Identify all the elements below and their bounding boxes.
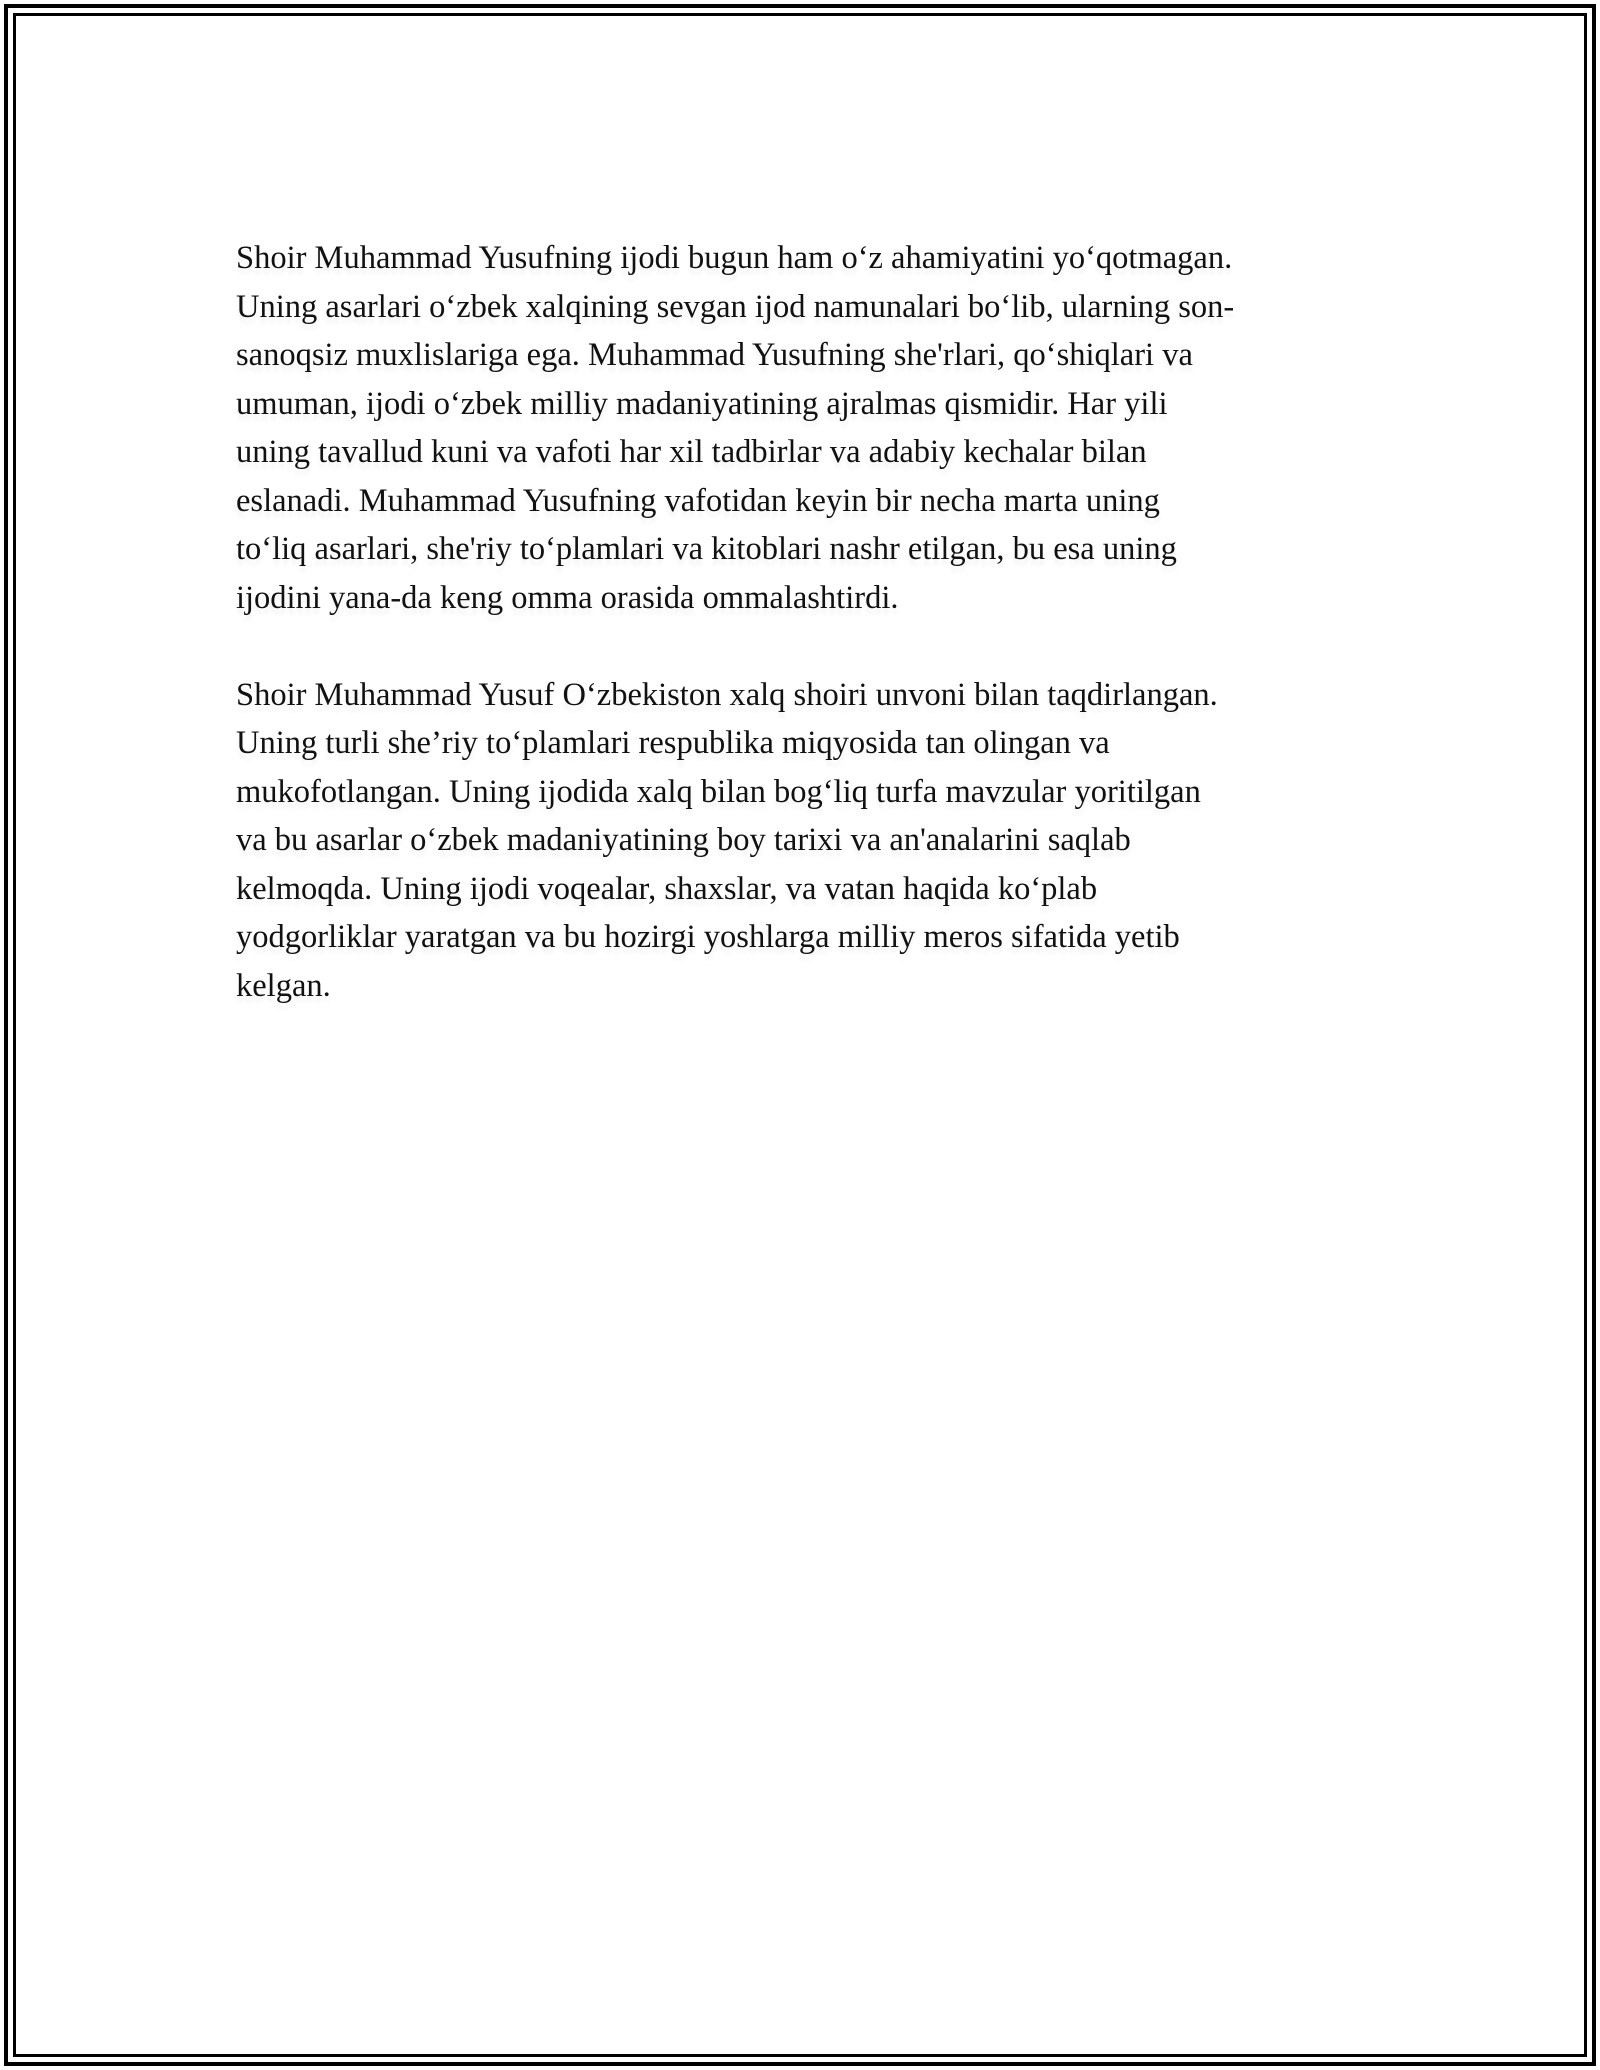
paragraph-1: Shoir Muhammad Yusufning ijodi bugun ham o‘z ahamiyatini yo‘qotmagan. Uning asarlari o‘zbek xalqining sevgan ijod namunalari bo‘lib, ularning son- sanoqsiz muxlislariga ega. Muhammad Yusufning she'rlari, qo‘shiqlari va umuman, ijodi o‘zbek milliy madaniyatining ajralmas qismidir. Har yili uning tavallud kuni va vafoti har xil tadbirlar va adabiy kechalar bilan eslanadi. Muhammad Yusufning vafotidan keyin bir necha marta uning to‘liq asarlari, she'riy to‘plamlari va kitoblari nashr etilgan, bu esa uning ijodini yana-da keng omma orasida ommalashtirdi. xyxy=(236,240,1235,616)
paragraph-2: Shoir Muhammad Yusuf O‘zbekiston xalq shoiri unvoni bilan taqdirlangan. Uning turli she’riy to‘plamlari respublika miqyosida tan olingan va mukofotlangan. Uning ijodida xalq bilan bog‘liq turfa mavzular yoritilgan va bu asarlar o‘zbek madaniyatining boy tarixi va an'analarini saqlab kelmoqda. Uning ijodi voqealar, shaxslar, va vatan haqida ko‘plab yodgorliklar yaratgan va bu hozirgi yoshlarga milliy meros sifatida yetib kelgan. xyxy=(236,676,1218,1004)
document-body xyxy=(236,234,1386,1010)
